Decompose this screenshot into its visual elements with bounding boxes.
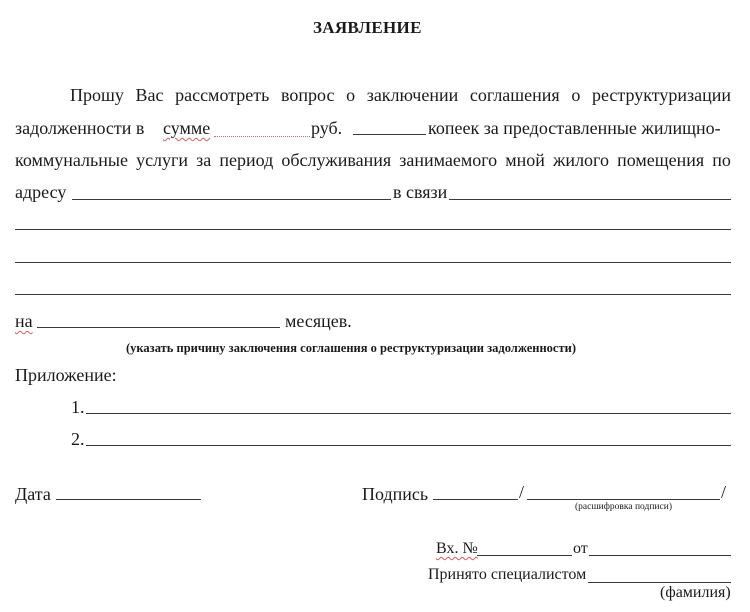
reason-note: (указать причину заключения соглашения о реструктуризации задолженности): [126, 341, 576, 355]
address-field[interactable]: [72, 199, 391, 200]
word: по: [712, 150, 731, 170]
accepted-label: Принято специалистом: [428, 566, 587, 583]
sum-label: сумме: [163, 118, 211, 138]
word: коммунальные: [15, 150, 128, 170]
reason-label: в связи: [393, 182, 448, 202]
word: о: [346, 85, 356, 105]
word: рассмотреть: [175, 85, 270, 105]
signature-decode-note: (расшифровка подписи): [575, 502, 672, 512]
incoming-number-field[interactable]: [477, 555, 572, 556]
word: реструктуризации: [591, 85, 731, 105]
word: жилого: [553, 150, 609, 170]
signature-decode-field[interactable]: [527, 499, 720, 500]
reason-field-line-2[interactable]: [15, 229, 731, 230]
incoming-number-label: [436, 540, 478, 558]
word: обслуживания: [281, 150, 392, 170]
attachment-field-2[interactable]: [86, 445, 731, 446]
reason-field-line-3[interactable]: [15, 262, 731, 263]
paragraph-line-1: [70, 84, 731, 106]
word: мной: [505, 150, 545, 170]
word: занимаемого: [399, 150, 498, 170]
address-label: адресу: [15, 182, 67, 202]
sum-field[interactable]: [214, 136, 310, 137]
surname-note: (фамилия): [660, 584, 731, 601]
attachment-field-1[interactable]: [86, 413, 731, 414]
word: помещения: [617, 150, 705, 170]
paragraph-line-2-start: задолженности в: [15, 118, 145, 138]
specialist-field[interactable]: [588, 582, 731, 583]
attachment-number-2: 2.: [71, 429, 85, 449]
months-prefix: на: [15, 311, 33, 331]
word: за: [196, 150, 212, 170]
word: период: [219, 150, 274, 170]
kopeck-field[interactable]: [353, 134, 426, 135]
paragraph-line-2-end: копеек за предоставленные жилищно-: [428, 118, 721, 138]
word: Вас: [135, 85, 164, 105]
signature-slash-2: /: [721, 482, 727, 502]
reason-field[interactable]: [449, 199, 731, 200]
word: о: [571, 85, 581, 105]
word: заключении: [366, 85, 459, 105]
attachments-label: Приложение:: [15, 365, 117, 385]
date-label: Дата: [15, 484, 51, 504]
word: вопрос: [281, 85, 335, 105]
from-date-field[interactable]: [589, 555, 731, 556]
document-title: ЗАЯВЛЕНИЕ: [313, 18, 422, 37]
months-field[interactable]: [37, 327, 280, 328]
reason-field-line-4[interactable]: [15, 294, 731, 295]
signature-slash-1: /: [519, 482, 525, 502]
signature-field[interactable]: [433, 499, 518, 500]
paragraph-line-3: [15, 149, 731, 171]
word: соглашения: [469, 85, 560, 105]
from-label: от: [573, 540, 588, 557]
rub-label: руб.: [311, 118, 343, 138]
months-suffix: месяцев.: [285, 311, 352, 331]
word: услуги: [136, 150, 189, 170]
word: Прошу: [70, 85, 124, 105]
date-field[interactable]: [56, 499, 201, 500]
attachment-number-1: 1.: [71, 397, 85, 417]
incoming-label-text: Вх. №: [436, 540, 478, 557]
signature-label: Подпись: [362, 484, 429, 504]
